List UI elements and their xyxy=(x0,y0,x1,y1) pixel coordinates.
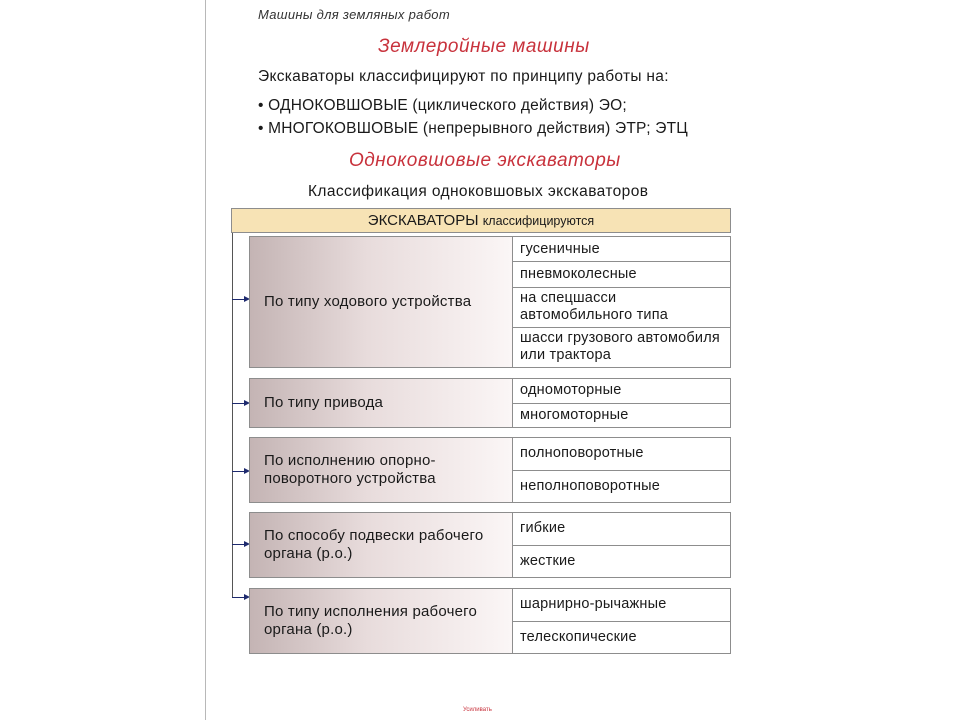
group-label: По типу ходового устройства xyxy=(250,237,513,367)
bullet-item: • МНОГОКОВШОВЫЕ (непрерывного действия) ЭТР; ЭТЦ xyxy=(258,120,688,137)
bullet-list xyxy=(258,94,688,140)
heading-single-bucket: Одноковшовые экскаваторы xyxy=(349,150,621,171)
group-item: полноповоротные xyxy=(513,438,730,471)
group-item: гусеничные xyxy=(513,237,730,262)
group-undercarriage xyxy=(249,236,731,368)
group-item: шарнирно-рычажные xyxy=(513,589,730,622)
group-label: По типу исполнения рабочего органа (р.о.) xyxy=(250,589,513,653)
group-item: на спецшасси автомобильного типа xyxy=(513,288,730,328)
classification-caption: Классификация одноковшовых экскаваторов xyxy=(308,183,649,200)
footer-link[interactable]: Усиливать xyxy=(463,707,492,713)
group-label: По исполнению опорно-поворотного устройства xyxy=(250,438,513,502)
group-item: гибкие xyxy=(513,513,730,546)
arrow-icon xyxy=(232,299,246,300)
bullet-item: • ОДНОКОВШОВЫЕ (циклического действия) ЭО; xyxy=(258,97,627,114)
group-item: неполноповоротные xyxy=(520,477,661,494)
arrow-icon xyxy=(232,544,246,545)
group-drive xyxy=(249,378,731,428)
classification-header xyxy=(231,208,731,233)
group-item: пневмоколесные xyxy=(513,262,730,287)
group-item: многомоторные xyxy=(520,406,629,423)
group-label: По способу подвески рабочего органа (р.о.) xyxy=(250,513,513,577)
arrow-icon xyxy=(232,403,246,404)
group-item: одномоторные xyxy=(513,379,730,404)
group-label: По типу привода xyxy=(250,379,513,427)
group-turntable xyxy=(249,437,731,503)
group-item: жесткие xyxy=(520,552,576,569)
group-item: телескопические xyxy=(520,628,637,645)
group-work-tool xyxy=(249,588,731,654)
intro-text: Экскаваторы классифицируют по принципу работы на: xyxy=(258,68,669,85)
header-small: классифицируются xyxy=(482,214,595,228)
page-divider-line xyxy=(205,0,206,720)
arrow-icon xyxy=(232,471,246,472)
header-main: ЭКСКАВАТОРЫ xyxy=(367,212,479,229)
heading-earthmoving-machines: Землеройные машины xyxy=(378,36,590,57)
group-item: шасси грузового автомобиля или трактора xyxy=(520,330,720,364)
tree-connector xyxy=(232,233,233,597)
arrow-icon xyxy=(232,597,246,598)
section-title: Машины для земляных работ xyxy=(258,7,450,22)
group-suspension xyxy=(249,512,731,578)
